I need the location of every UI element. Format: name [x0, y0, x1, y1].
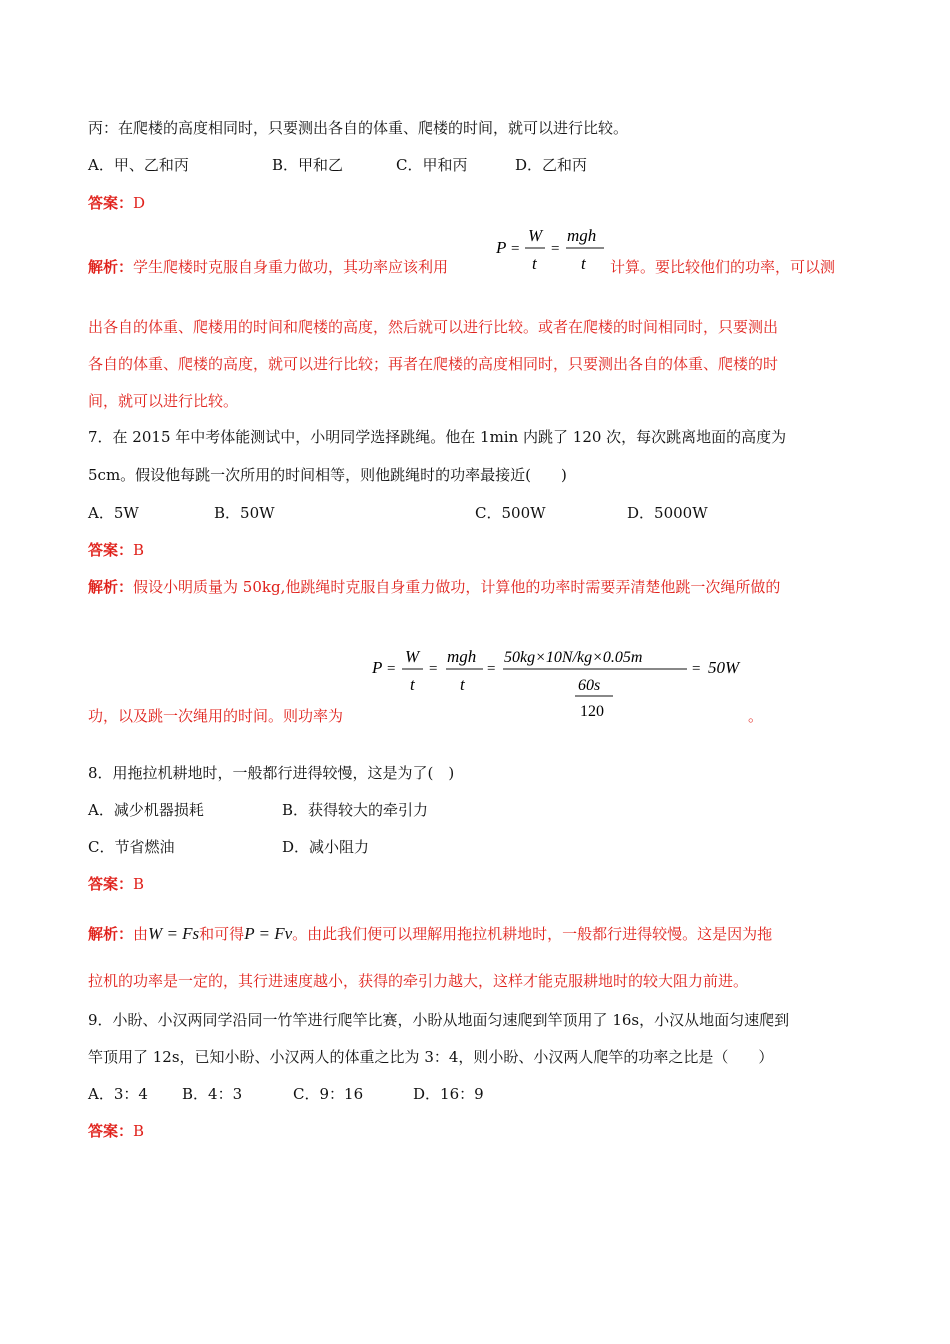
statement-bing: 丙：在爬楼的高度相同时，只要测出各自的体重、爬楼的时间，就可以进行比较。: [88, 119, 629, 137]
formula-t: t: [532, 254, 537, 273]
formula-eq1: =: [511, 241, 520, 257]
analysis-part2: 计算。要比较他们的功率，可以测: [610, 258, 836, 276]
formula-w: W: [405, 647, 420, 666]
formula-eq: =: [692, 661, 701, 677]
formula-mgh: mgh: [447, 647, 477, 666]
answer-line: [88, 193, 145, 213]
q7-answer-line: [88, 540, 144, 560]
q7-answer-label: 答案：: [88, 541, 134, 559]
formula-p: P: [496, 238, 507, 257]
formula-p: P: [372, 658, 383, 677]
analysis-line-4: 间，就可以进行比较。: [88, 392, 239, 410]
q8-analysis-mid: 和可得: [199, 925, 245, 943]
formula-eq: =: [387, 661, 396, 677]
formula-t2: t: [581, 254, 586, 273]
q8-analysis-label: 解析：: [88, 925, 134, 943]
formula-eq: =: [429, 661, 438, 677]
formula-t2: t: [460, 675, 465, 694]
option-c: C．甲和丙: [396, 156, 468, 174]
option-a: A．甲、乙和丙: [88, 156, 189, 174]
option-d: D．乙和丙: [515, 156, 588, 174]
analysis-line-3: 各自的体重、爬楼的高度，就可以进行比较；再者在爬楼的高度相同时，只要测出各自的体重、爬楼的时: [88, 355, 779, 373]
q7-analysis-end: 。: [748, 707, 764, 725]
q7-answer-value: B: [133, 541, 145, 559]
q8-analysis-rest: 。由此我们便可以理解用拖拉机耕地时，一般都行进得较慢。这是因为拖: [292, 925, 773, 943]
formula-w: W: [528, 226, 543, 245]
analysis-line-2: 出各自的体重、爬楼用的时间和爬楼的高度，然后就可以进行比较。或者在爬楼的时间相同时，只要测出: [88, 318, 779, 336]
q8-formula-p-fv: P = Fv: [244, 924, 293, 943]
q9-answer-line: [88, 1121, 144, 1141]
formula-inner-num: 60s: [578, 677, 601, 694]
q9-option-b: B．4：3: [182, 1085, 243, 1103]
q7-option-a: A．5W: [88, 504, 139, 522]
formula-t: t: [410, 675, 415, 694]
q9-stem-line2: 竿顶用了 12s，已知小盼、小汉两人的体重之比为 3：4，则小盼、小汉两人爬竿的功率之比是（ ）: [88, 1048, 774, 1066]
analysis-line-1: [88, 257, 448, 277]
q7-analysis-line1: [88, 577, 780, 597]
q9-option-c: C．9：16: [293, 1085, 364, 1103]
q9-answer-value: B: [133, 1122, 145, 1140]
q9-option-a: A．3：4: [88, 1085, 148, 1103]
q8-answer-value: B: [133, 875, 145, 893]
formula-eq: =: [487, 661, 496, 677]
q9-option-d: D．16：9: [413, 1085, 484, 1103]
formula-inner-den: 120: [580, 703, 604, 720]
q7-analysis-line2: 功，以及跳一次绳用的时间。则功率为: [88, 707, 344, 725]
q8-answer-line: [88, 874, 144, 894]
q9-stem-line1: 9．小盼、小汉两同学沿同一竹竿进行爬竿比赛，小盼从地面匀速爬到竿顶用了 16s，小汉从地面匀速爬到: [88, 1011, 790, 1029]
q8-option-b: B．获得较大的牵引力: [282, 801, 429, 819]
q7-option-d: D．5000W: [627, 504, 708, 522]
q8-formula-w-fs: W = Fs: [148, 924, 200, 943]
formula-result: 50W: [708, 658, 740, 677]
q7-power-formula: [370, 640, 755, 722]
q8-answer-label: 答案：: [88, 875, 134, 893]
q8-analysis-line2: 拉机的功率是一定的，其行进速度越小，获得的牵引力越大，这样才能克服耕地时的较大阻力前进。: [88, 972, 749, 990]
q8-option-a: A．减少机器损耗: [88, 801, 204, 819]
answer-label: 答案：: [88, 194, 134, 212]
option-b: B．甲和乙: [272, 156, 344, 174]
q7-analysis-label: 解析：: [88, 578, 134, 596]
q8-analysis-line1: [88, 924, 772, 944]
power-formula: [494, 224, 610, 274]
q9-answer-label: 答案：: [88, 1122, 134, 1140]
analysis-label: 解析：: [88, 258, 134, 276]
q7-option-c: C．500W: [475, 504, 546, 522]
q8-option-d: D．减小阻力: [282, 838, 370, 856]
formula-numerator: 50kg×10N/kg×0.05m: [504, 649, 643, 666]
analysis-part1: 学生爬楼时克服自身重力做功，其功率应该利用: [133, 258, 449, 276]
q7-analysis-text1: 假设小明质量为 50kg,他跳绳时克服自身重力做功，计算他的功率时需要弄清楚他跳一次绳所做的: [133, 578, 781, 596]
q7-stem-line1: 7．在 2015 年中考体能测试中，小明同学选择跳绳。他在 1min 内跳了 120 次，每次跳离地面的高度为: [88, 428, 787, 446]
q8-stem: 8．用拖拉机耕地时，一般都行进得较慢，这是为了( ): [88, 764, 455, 782]
answer-value: D: [133, 194, 146, 212]
q7-option-b: B．50W: [214, 504, 275, 522]
formula-mgh: mgh: [567, 226, 597, 245]
q8-option-c: C．节省燃油: [88, 838, 175, 856]
q7-stem-line2: 5cm。假设他每跳一次所用的时间相等，则他跳绳时的功率最接近( ): [88, 466, 567, 484]
q8-analysis-you: 由: [133, 925, 149, 943]
formula-eq2: =: [551, 241, 560, 257]
